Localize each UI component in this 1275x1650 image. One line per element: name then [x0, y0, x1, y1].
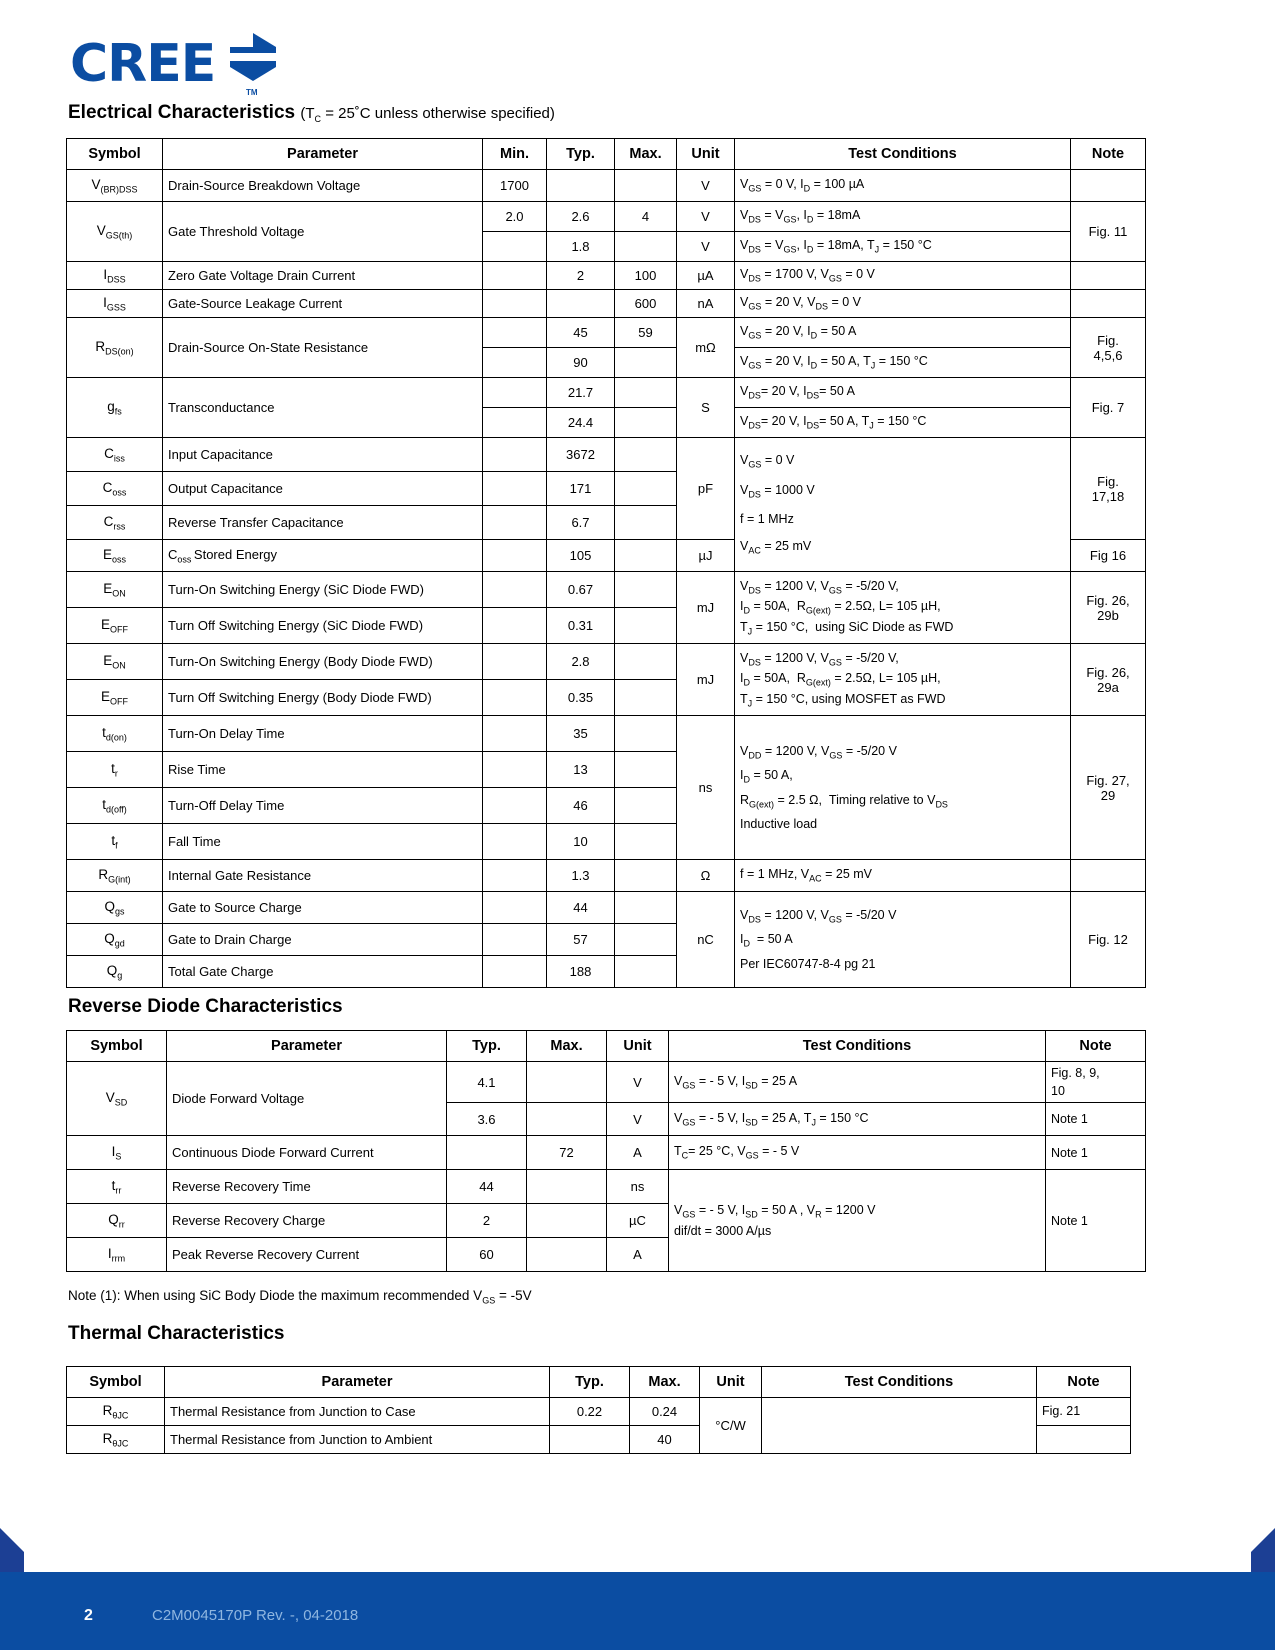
electrical-heading-note: ($T_C$ = 25˚C unless otherwise specified)	[300, 105, 555, 124]
cell-min	[483, 262, 547, 290]
cell-typ: 2.8	[547, 644, 615, 680]
cell-typ	[547, 290, 615, 318]
cell-unit: mΩ	[677, 318, 735, 378]
cell-symbol: $R_{\theta JC}$	[67, 1426, 165, 1454]
cell-min	[483, 892, 547, 924]
table-row	[67, 716, 1146, 752]
cell-symbol: $I_{DSS}$	[67, 262, 163, 290]
cell-note	[1071, 170, 1146, 202]
col-test-conditions: Test Conditions	[669, 1031, 1046, 1062]
cell-unit: V	[677, 202, 735, 232]
cell-min	[483, 318, 547, 348]
cree-logo-mark	[226, 31, 280, 88]
col-test-conditions: Test Conditions	[762, 1367, 1037, 1398]
cell-symbol: $Q_{gs}$	[67, 892, 163, 924]
cell-parameter: Internal Gate Resistance	[163, 860, 483, 892]
cell-max	[615, 824, 677, 860]
cell-symbol: $E_{oss}$	[67, 540, 163, 572]
table-row	[67, 262, 1146, 290]
cell-max: 0.24	[630, 1398, 700, 1426]
table-row	[67, 290, 1146, 318]
cell-parameter: Thermal Resistance from Junction to Ambient	[165, 1426, 550, 1454]
col-symbol: Symbol	[67, 1031, 167, 1062]
cell-note	[1037, 1426, 1131, 1454]
cell-min	[483, 924, 547, 956]
cell-conditions: $V_{DD} = 1200$ V, $V_{GS} = -5/20$ V $I_D = 50$ A, $R_{G(ext)} = 2.5$ Ω, Timing relative to $V_{DS}$ Inductive load	[735, 716, 1071, 860]
cell-parameter: Rise Time	[163, 752, 483, 788]
cell-parameter: Drain-Source Breakdown Voltage	[163, 170, 483, 202]
cell-unit: ns	[677, 716, 735, 860]
cell-note: Fig. 26, 29a	[1071, 644, 1146, 716]
cell-conditions: $V_{GS} = 0$ V $V_{DS} = 1000$ V f = 1 MHz $V_{AC} = 25$ mV	[735, 438, 1071, 572]
cell-parameter: Total Gate Charge	[163, 956, 483, 988]
cell-max	[615, 788, 677, 824]
reverse-diode-heading	[68, 996, 343, 1018]
cell-max	[615, 752, 677, 788]
cell-max	[615, 924, 677, 956]
cell-symbol: $C_{iss}$	[67, 438, 163, 472]
cell-symbol: $I_{rrm}$	[67, 1238, 167, 1272]
cell-min	[483, 752, 547, 788]
col-typ: Typ.	[550, 1367, 630, 1398]
cell-typ: 60	[447, 1238, 527, 1272]
cell-max	[615, 348, 677, 378]
cell-typ: 0.67	[547, 572, 615, 608]
cell-unit: Ω	[677, 860, 735, 892]
cell-typ: 2.6	[547, 202, 615, 232]
table-row	[67, 170, 1146, 202]
cell-min	[483, 540, 547, 572]
cell-unit: V	[607, 1103, 669, 1136]
cell-typ: 10	[547, 824, 615, 860]
cell-symbol: $R_{G(int)}$	[67, 860, 163, 892]
cell-note: Fig. 26, 29b	[1071, 572, 1146, 644]
cell-min	[483, 378, 547, 408]
cell-symbol: $E_{ON}$	[67, 572, 163, 608]
cell-typ: 188	[547, 956, 615, 988]
footer-doc-id: C2M0045170P Rev. -, 04-2018	[152, 1607, 359, 1624]
cell-unit: A	[607, 1136, 669, 1170]
cell-max	[615, 956, 677, 988]
cell-max	[615, 378, 677, 408]
table-row	[67, 1136, 1146, 1170]
cell-conditions	[762, 1398, 1037, 1454]
cree-logo	[70, 35, 280, 92]
cell-max	[615, 860, 677, 892]
thermal-characteristics-table	[66, 1366, 1131, 1454]
cell-unit: µJ	[677, 540, 735, 572]
cell-symbol: $t_{d(off)}$	[67, 788, 163, 824]
cell-unit: mJ	[677, 644, 735, 716]
cell-symbol: $I_{GSS}$	[67, 290, 163, 318]
table-row	[67, 860, 1146, 892]
cell-parameter: Peak Reverse Recovery Current	[167, 1238, 447, 1272]
table-row	[67, 202, 1146, 232]
cell-typ: 90	[547, 348, 615, 378]
cell-max: 600	[615, 290, 677, 318]
cell-unit: °C/W	[700, 1398, 762, 1454]
cell-note	[1071, 262, 1146, 290]
cell-typ: 4.1	[447, 1062, 527, 1103]
cell-typ: 2	[447, 1204, 527, 1238]
cell-max: 4	[615, 202, 677, 232]
cell-min: 1700	[483, 170, 547, 202]
cell-parameter: Reverse Recovery Time	[167, 1170, 447, 1204]
thermal-heading-text: Thermal Characteristics	[68, 1323, 285, 1344]
cell-unit: µC	[607, 1204, 669, 1238]
col-note: Note	[1071, 139, 1146, 170]
cell-max	[615, 608, 677, 644]
cell-symbol: $C_{oss}$	[67, 472, 163, 506]
cell-parameter: Turn Off Switching Energy (SiC Diode FWD)	[163, 608, 483, 644]
cell-min	[483, 472, 547, 506]
cell-note: Fig. 8, 9, 10	[1046, 1062, 1146, 1103]
cell-symbol: $E_{OFF}$	[67, 608, 163, 644]
cell-typ	[447, 1136, 527, 1170]
table-row	[67, 318, 1146, 348]
cell-symbol: $t_{rr}$	[67, 1170, 167, 1204]
cell-note	[1071, 860, 1146, 892]
table-header-row	[67, 1367, 1131, 1398]
cell-note: Note 1	[1046, 1136, 1146, 1170]
cell-note: Fig. 11	[1071, 202, 1146, 262]
col-symbol: Symbol	[67, 139, 163, 170]
cell-max	[615, 232, 677, 262]
cell-typ: 6.7	[547, 506, 615, 540]
cell-parameter: Zero Gate Voltage Drain Current	[163, 262, 483, 290]
cell-min	[483, 680, 547, 716]
reverse-diode-table	[66, 1030, 1146, 1272]
col-test-conditions: Test Conditions	[735, 139, 1071, 170]
cell-symbol: $V_{(BR)DSS}$	[67, 170, 163, 202]
cell-symbol: $E_{OFF}$	[67, 680, 163, 716]
cell-min	[483, 716, 547, 752]
cell-min: 2.0	[483, 202, 547, 232]
cell-max	[615, 170, 677, 202]
cell-conditions: $V_{GS} = 20$ V, $I_D = 50$ A	[735, 318, 1071, 348]
cell-max	[527, 1204, 607, 1238]
cell-max: 40	[630, 1426, 700, 1454]
trademark-symbol: TM	[246, 88, 258, 97]
cell-unit: A	[607, 1238, 669, 1272]
cell-min	[483, 438, 547, 472]
col-symbol: Symbol	[67, 1367, 165, 1398]
cell-note: Fig. 27, 29	[1071, 716, 1146, 860]
reverse-footnote: Note (1): When using SiC Body Diode the maximum recommended $V_{GS} = -5V$	[68, 1288, 532, 1306]
cell-max: 72	[527, 1136, 607, 1170]
cell-note: Fig 16	[1071, 540, 1146, 572]
table-header-row	[67, 139, 1146, 170]
cell-unit: µA	[677, 262, 735, 290]
cell-unit: V	[677, 170, 735, 202]
cell-note	[1071, 290, 1146, 318]
cell-unit: nC	[677, 892, 735, 988]
cell-min	[483, 956, 547, 988]
cell-typ: 3.6	[447, 1103, 527, 1136]
cell-note: Note 1	[1046, 1170, 1146, 1272]
table-row	[67, 1170, 1146, 1204]
logo-wordmark: CREE	[70, 33, 216, 94]
cell-unit: pF	[677, 438, 735, 540]
cell-typ: 0.31	[547, 608, 615, 644]
cell-max	[527, 1238, 607, 1272]
cell-symbol: $I_S$	[67, 1136, 167, 1170]
cell-typ	[550, 1426, 630, 1454]
cell-parameter: Input Capacitance	[163, 438, 483, 472]
col-parameter: Parameter	[165, 1367, 550, 1398]
cell-conditions: $V_{DS} = 1700$ V, $V_{GS} = 0$ V	[735, 262, 1071, 290]
cell-conditions: $V_{GS} = 20$ V, $V_{DS} = 0$ V	[735, 290, 1071, 318]
cell-parameter: Diode Forward Voltage	[167, 1062, 447, 1136]
cell-symbol: $t_r$	[67, 752, 163, 788]
cell-max	[615, 408, 677, 438]
cell-parameter: Gate-Source Leakage Current	[163, 290, 483, 318]
table-row	[67, 892, 1146, 924]
cell-conditions: $V_{DS} = V_{GS}$, $I_D = 18mA$, $T_J = 150$ °C	[735, 232, 1071, 262]
cell-typ	[547, 170, 615, 202]
cell-parameter: Continuous Diode Forward Current	[167, 1136, 447, 1170]
cell-conditions: $V_{DS} = V_{GS}$, $I_D = 18mA$	[735, 202, 1071, 232]
cell-min	[483, 824, 547, 860]
table-row	[67, 1062, 1146, 1103]
cell-max	[615, 572, 677, 608]
cell-parameter: $C_{oss}$ Stored Energy	[163, 540, 483, 572]
cell-max	[615, 644, 677, 680]
col-parameter: Parameter	[167, 1031, 447, 1062]
cell-conditions: $V_{GS} = 0$ V, $I_D = 100$ µA	[735, 170, 1071, 202]
electrical-heading	[68, 102, 555, 124]
cell-typ: 3672	[547, 438, 615, 472]
cell-conditions: $V_{GS}$ = - 5 V, $I_{SD} = 25$ A, $T_J = 150$ °C	[669, 1103, 1046, 1136]
cell-typ: 1.3	[547, 860, 615, 892]
cell-note: Fig. 7	[1071, 378, 1146, 438]
thermal-heading	[68, 1323, 285, 1345]
col-unit: Unit	[700, 1367, 762, 1398]
cell-symbol: $t_f$	[67, 824, 163, 860]
electrical-characteristics-table	[66, 138, 1146, 988]
cell-max	[615, 472, 677, 506]
table-header-row	[67, 1031, 1146, 1062]
cell-typ: 105	[547, 540, 615, 572]
cell-typ: 35	[547, 716, 615, 752]
cell-min	[483, 644, 547, 680]
cell-max	[527, 1062, 607, 1103]
cell-typ: 57	[547, 924, 615, 956]
cell-conditions: $V_{GS}$ = - 5 V, $I_{SD} = 50$ A , $V_R = 1200$ V dif/dt = 3000 A/µs	[669, 1170, 1046, 1272]
cell-symbol: $g_{fs}$	[67, 378, 163, 438]
reverse-heading-text: Reverse Diode Characteristics	[68, 996, 343, 1017]
cell-min	[483, 348, 547, 378]
cell-typ: 1.8	[547, 232, 615, 262]
cell-parameter: Gate to Source Charge	[163, 892, 483, 924]
cell-max: 100	[615, 262, 677, 290]
cell-typ: 2	[547, 262, 615, 290]
cell-note: Fig. 21	[1037, 1398, 1131, 1426]
cell-typ: 171	[547, 472, 615, 506]
cell-symbol: $V_{SD}$	[67, 1062, 167, 1136]
cell-typ: 0.22	[550, 1398, 630, 1426]
cell-max	[615, 540, 677, 572]
cell-min	[483, 408, 547, 438]
cell-parameter: Turn-Off Delay Time	[163, 788, 483, 824]
cell-symbol: $Q_{gd}$	[67, 924, 163, 956]
cell-conditions: $V_{DS}= 20$ V, $I_{DS}= 50$ A, $T_J = 150$ °C	[735, 408, 1071, 438]
cell-max	[615, 438, 677, 472]
table-row	[67, 378, 1146, 408]
cell-max	[615, 892, 677, 924]
col-max: Max.	[630, 1367, 700, 1398]
cell-symbol: $t_{d(on)}$	[67, 716, 163, 752]
cell-max	[615, 716, 677, 752]
cell-unit: nA	[677, 290, 735, 318]
cell-symbol: $V_{GS(th)}$	[67, 202, 163, 262]
col-parameter: Parameter	[163, 139, 483, 170]
cell-note: Fig. 4,5,6	[1071, 318, 1146, 378]
table-row	[67, 644, 1146, 680]
cell-typ: 21.7	[547, 378, 615, 408]
col-unit: Unit	[607, 1031, 669, 1062]
cell-conditions: $V_{DS} = 1200$ V, $V_{GS} = -5/20$ V, $I_D = 50A$, $R_{G(ext)} = 2.5\Omega$, L= 105 µH, $T_J = 150$ °C, using SiC Diode as FWD	[735, 572, 1071, 644]
cell-note: Note 1	[1046, 1103, 1146, 1136]
cell-conditions: $T_C= 25$ °C, $V_{GS}$ = - 5 V	[669, 1136, 1046, 1170]
cell-parameter: Transconductance	[163, 378, 483, 438]
cell-symbol: $Q_{rr}$	[67, 1204, 167, 1238]
cell-typ: 0.35	[547, 680, 615, 716]
cell-conditions: $V_{DS} = 1200$ V, $V_{GS} = -5/20$ V $I_D = 50$ A Per IEC60747-8-4 pg 21	[735, 892, 1071, 988]
col-unit: Unit	[677, 139, 735, 170]
cell-symbol: $E_{ON}$	[67, 644, 163, 680]
col-min: Min.	[483, 139, 547, 170]
cell-conditions: f = 1 MHz, $V_{AC} = 25$ mV	[735, 860, 1071, 892]
col-note: Note	[1037, 1367, 1131, 1398]
cell-conditions: $V_{DS}= 20$ V, $I_{DS}= 50$ A	[735, 378, 1071, 408]
cell-typ: 45	[547, 318, 615, 348]
cell-parameter: Turn-On Switching Energy (Body Diode FWD)	[163, 644, 483, 680]
table-row	[67, 1398, 1131, 1426]
cell-max	[527, 1103, 607, 1136]
cell-min	[483, 232, 547, 262]
cell-unit: V	[607, 1062, 669, 1103]
electrical-heading-text: Electrical Characteristics	[68, 102, 296, 123]
table-row	[67, 572, 1146, 608]
cell-symbol: $Q_g$	[67, 956, 163, 988]
cell-note: Fig. 12	[1071, 892, 1146, 988]
cell-symbol: $R_{\theta JC}$	[67, 1398, 165, 1426]
cell-note: Fig. 17,18	[1071, 438, 1146, 540]
cell-max	[615, 506, 677, 540]
cell-symbol: $R_{DS(on)}$	[67, 318, 163, 378]
cell-parameter: Turn Off Switching Energy (Body Diode FWD)	[163, 680, 483, 716]
page-number: 2	[84, 1607, 93, 1624]
cell-parameter: Turn-On Switching Energy (SiC Diode FWD)	[163, 572, 483, 608]
cell-parameter: Turn-On Delay Time	[163, 716, 483, 752]
cell-min	[483, 788, 547, 824]
cell-unit: mJ	[677, 572, 735, 644]
cell-min	[483, 572, 547, 608]
cell-conditions: $V_{DS} = 1200$ V, $V_{GS} = -5/20$ V, $I_D = 50A$, $R_{G(ext)} = 2.5\Omega$, L= 105 µH, $T_J = 150$ °C, using MOSFET as FWD	[735, 644, 1071, 716]
cell-parameter: Reverse Transfer Capacitance	[163, 506, 483, 540]
col-typ: Typ.	[447, 1031, 527, 1062]
cell-parameter: Thermal Resistance from Junction to Case	[165, 1398, 550, 1426]
cell-min	[483, 860, 547, 892]
cell-typ: 44	[547, 892, 615, 924]
cell-conditions: $V_{GS} = 20$ V, $I_D = 50$ A, $T_J = 150$ °C	[735, 348, 1071, 378]
cell-parameter: Fall Time	[163, 824, 483, 860]
cell-symbol: $C_{rss}$	[67, 506, 163, 540]
cell-parameter: Output Capacitance	[163, 472, 483, 506]
col-max: Max.	[615, 139, 677, 170]
cell-min	[483, 290, 547, 318]
cell-unit: S	[677, 378, 735, 438]
col-note: Note	[1046, 1031, 1146, 1062]
cell-max	[615, 680, 677, 716]
cell-typ: 44	[447, 1170, 527, 1204]
table-row	[67, 438, 1146, 472]
cell-parameter: Drain-Source On-State Resistance	[163, 318, 483, 378]
col-typ: Typ.	[547, 139, 615, 170]
cell-parameter: Gate Threshold Voltage	[163, 202, 483, 262]
cell-max	[527, 1170, 607, 1204]
col-max: Max.	[527, 1031, 607, 1062]
cell-typ: 24.4	[547, 408, 615, 438]
cell-conditions: $V_{GS}$ = - 5 V, $I_{SD} = 25$ A	[669, 1062, 1046, 1103]
cell-typ: 13	[547, 752, 615, 788]
cell-min	[483, 608, 547, 644]
cell-unit: V	[677, 232, 735, 262]
cell-max: 59	[615, 318, 677, 348]
cell-parameter: Gate to Drain Charge	[163, 924, 483, 956]
cell-parameter: Reverse Recovery Charge	[167, 1204, 447, 1238]
cell-min	[483, 506, 547, 540]
cell-unit: ns	[607, 1170, 669, 1204]
cell-typ: 46	[547, 788, 615, 824]
